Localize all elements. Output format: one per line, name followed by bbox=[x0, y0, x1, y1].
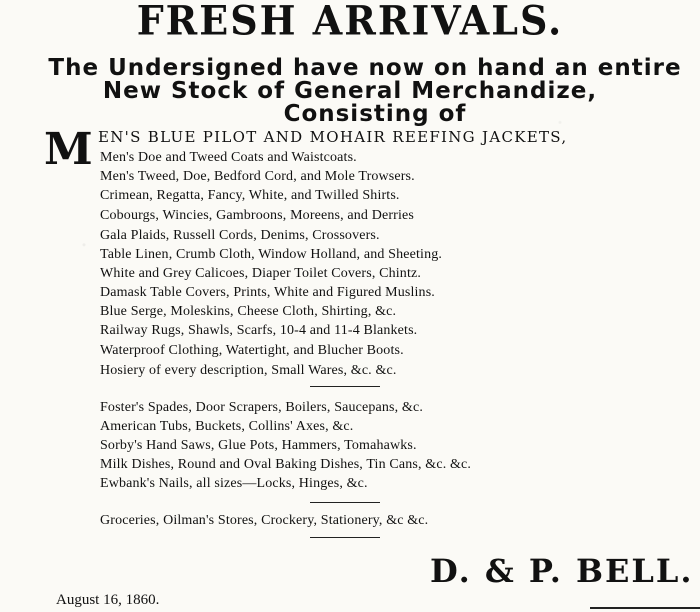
list-item: Groceries, Oilman's Stores, Crockery, Stationery, &c &c. bbox=[100, 513, 429, 528]
list-item: Railway Rugs, Shawls, Scarfs, 10-4 and 11-4 Blankets. bbox=[100, 323, 418, 338]
list-item: Milk Dishes, Round and Oval Baking Dishes, Tin Cans, &c. &c. bbox=[100, 457, 472, 472]
list-item: Crimean, Regatta, Fancy, White, and Twilled Shirts. bbox=[100, 188, 400, 203]
list-item: Hosiery of every description, Small Wares, &c. &c. bbox=[100, 363, 397, 378]
section-divider bbox=[310, 502, 380, 503]
list-item: Blue Serge, Moleskins, Cheese Cloth, Shirting, &c. bbox=[100, 304, 397, 319]
list-item: Cobourgs, Wincies, Gambroons, Moreens, and Derries bbox=[100, 208, 414, 223]
section-divider bbox=[310, 537, 380, 538]
list-item: Men's Tweed, Doe, Bedford Cord, and Mole Trowsers. bbox=[100, 169, 415, 184]
subhead-line-1: The Undersigned have now on hand an entire bbox=[48, 55, 682, 81]
list-item: Foster's Spades, Door Scrapers, Boilers, Saucepans, &c. bbox=[100, 400, 423, 415]
first-item-line: EN'S BLUE PILOT AND MOHAIR REEFING JACKETS, bbox=[98, 128, 568, 146]
section-divider bbox=[310, 386, 380, 387]
list-item: Waterproof Clothing, Watertight, and Blucher Boots. bbox=[100, 343, 404, 358]
list-item: American Tubs, Buckets, Collins' Axes, &c. bbox=[100, 419, 354, 434]
merchant-signature: D. & P. BELL. bbox=[430, 552, 694, 590]
list-item: Damask Table Covers, Prints, White and Figured Muslins. bbox=[100, 285, 435, 300]
column-rule bbox=[590, 607, 700, 609]
headline: FRESH ARRIVALS. bbox=[136, 0, 564, 45]
drop-cap: M bbox=[44, 124, 93, 175]
subhead-line-3: Consisting of bbox=[283, 101, 467, 127]
list-item: Gala Plaids, Russell Cords, Denims, Crossovers. bbox=[100, 228, 380, 243]
ad-date: August 16, 1860. bbox=[56, 592, 160, 608]
list-item: Men's Doe and Tweed Coats and Waistcoats. bbox=[100, 150, 357, 165]
subhead-line-2: New Stock of General Merchandize, bbox=[102, 78, 598, 104]
list-item: Ewbank's Nails, all sizes—Locks, Hinges, &c. bbox=[100, 476, 368, 491]
list-item: White and Grey Calicoes, Diaper Toilet Covers, Chintz. bbox=[100, 266, 422, 281]
list-item: Table Linen, Crumb Cloth, Window Holland, and Sheeting. bbox=[100, 247, 443, 262]
list-item: Sorby's Hand Saws, Glue Pots, Hammers, Tomahawks. bbox=[100, 438, 417, 453]
